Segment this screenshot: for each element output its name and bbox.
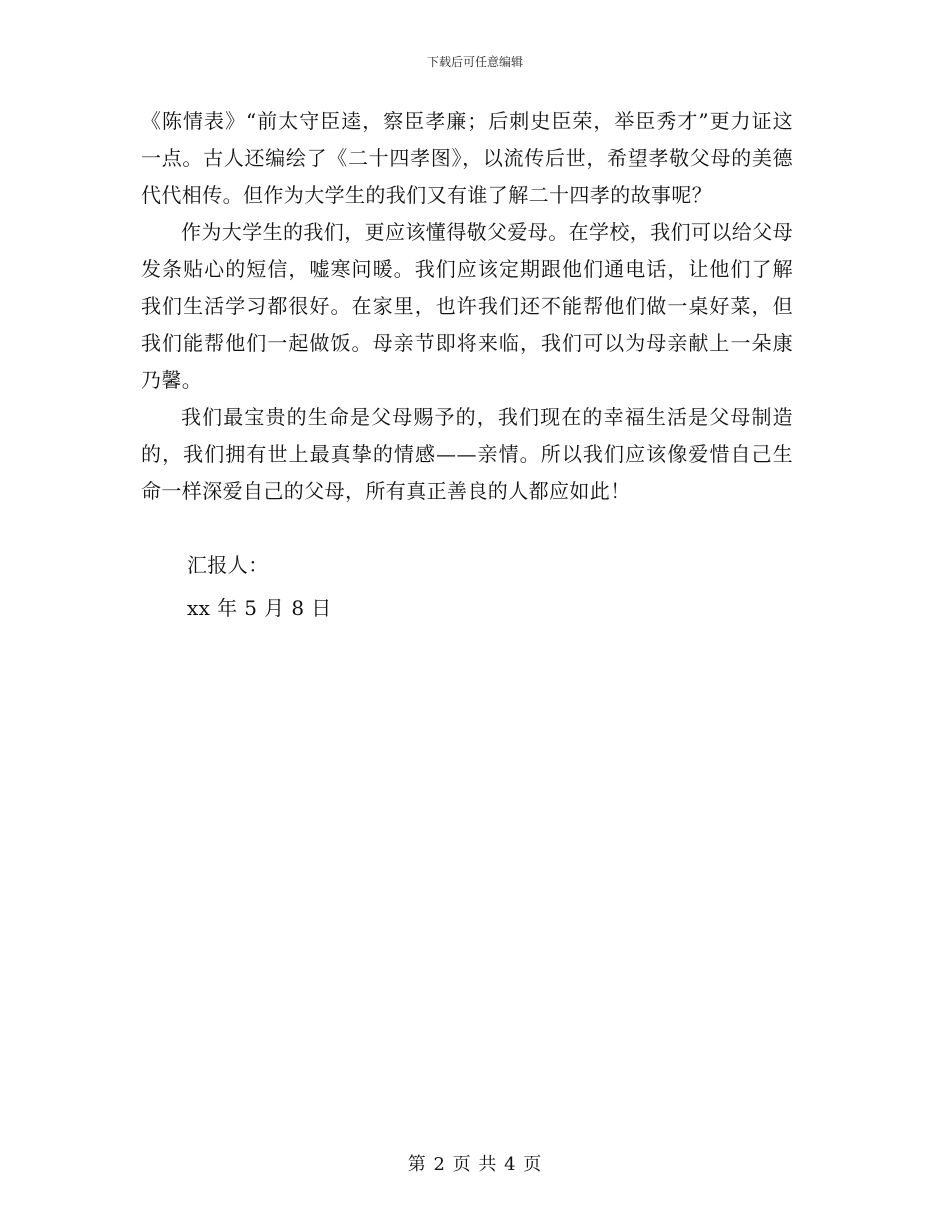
paragraph-conclusion: 我们最宝贵的生命是父母赐予的，我们现在的幸福生活是父母制造的，我们拥有世上最真挚的情感——亲情。所以我们应该像爱惜自己生命一样深爱自己的父母，所有真正善良的人都应如此！ (141, 405, 793, 503)
page-number: 第 2 页 共 4 页 (407, 1154, 543, 1175)
reporter-label: 汇报人： (187, 553, 269, 577)
paragraph-filial-actions: 作为大学生的我们，更应该懂得敬父爱母。在学校，我们可以给父母发条贴心的短信，嘘寒问暖。我们应该定期跟他们通电话，让他们了解我们生活学习都很好。在家里，也许我们还不能帮他们做一桌好菜，但我们能帮他们一起做饭。母亲节即将来临，我们可以为母亲献上一朵康乃馨。 (141, 220, 793, 392)
report-date: xx 年 5 月 8 日 (187, 596, 332, 620)
paragraph-continuation: 《陈情表》“前太守臣逵，察臣孝廉；后刺史臣荣，举臣秀才”更力证这一点。古人还编绘了《二十四孝图》，以流传后世，希望孝敬父母的美德代代相传。但作为大学生的我们又有谁了解二十四孝的故事呢？ (141, 109, 793, 207)
document-body (141, 103, 793, 510)
page-header-note: 下载后可任意编辑 (426, 55, 523, 69)
